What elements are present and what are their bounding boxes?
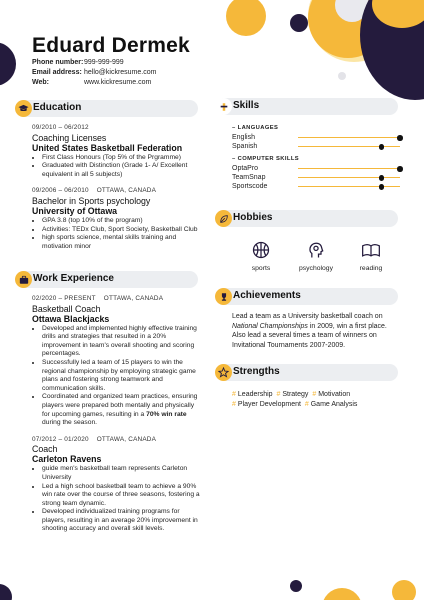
phone-value: 999-999-999 xyxy=(84,59,124,66)
leaf-icon xyxy=(215,210,232,227)
graduation-cap-icon xyxy=(15,100,32,117)
deco-circle xyxy=(338,72,346,80)
work-entry xyxy=(32,436,200,534)
skill-name: OptaPro xyxy=(232,165,259,172)
entry-dates: 09/2006 – 06/2010 xyxy=(32,187,89,195)
skills-block xyxy=(232,124,400,191)
strengths-list xyxy=(232,390,400,409)
language-skill-list xyxy=(232,133,400,151)
entry-bullet-tail: during the season. xyxy=(42,419,98,427)
open-book-icon xyxy=(361,240,381,260)
skill-level-bar xyxy=(298,186,400,187)
skill-row xyxy=(232,133,400,142)
entry-bullet: • Developed individualized training programs for players, resulting in an average 20% improvement in shooting accuracy and overall skill levels. xyxy=(42,508,200,534)
education-entry xyxy=(32,187,200,251)
win-rate-highlight-suffix: win rate xyxy=(161,410,187,418)
entry-location: OTTAWA, CANADA xyxy=(96,187,157,195)
hobby-reading xyxy=(356,240,386,272)
education-entry xyxy=(32,124,200,179)
skills-category: – LANGUAGES xyxy=(232,125,279,131)
entry-dates: 02/2020 – PRESENT xyxy=(32,295,96,302)
skill-name: TeamSnap xyxy=(232,174,266,181)
contact-block xyxy=(32,58,156,88)
work-entry xyxy=(32,295,200,428)
achievement-italic: National Championships xyxy=(232,322,308,330)
achievements-title: Achievements xyxy=(233,290,301,301)
basketball-icon xyxy=(251,240,271,260)
entry-title: Coaching Licenses xyxy=(32,132,107,143)
entry-bullet: • Graduated with Distinction (Grade 1- A/ Excellent equivalent in all 5 subjects) xyxy=(42,162,200,179)
deco-circle xyxy=(290,14,308,32)
strengths-title: Strengths xyxy=(233,366,280,377)
skill-name: Spanish xyxy=(232,143,258,150)
skills-title: Skills xyxy=(233,100,260,111)
deco-circle xyxy=(290,580,302,592)
deco-circle xyxy=(0,42,16,86)
entry-dates: 09/2010 – 06/2012 xyxy=(32,124,89,131)
education-title: Education xyxy=(33,102,82,113)
skill-level-marker xyxy=(397,166,403,172)
skill-level-bar xyxy=(298,177,400,178)
entry-bullet: • guide men's basketball team represents Carleton University xyxy=(42,465,200,482)
hobbies-title: Hobbies xyxy=(233,212,273,223)
entry-organization: Carleton Ravens xyxy=(32,454,102,465)
entry-organization: University of Ottawa xyxy=(32,205,118,216)
briefcase-icon xyxy=(15,271,32,288)
email-label: Email address: xyxy=(32,69,82,76)
deco-circle xyxy=(322,588,362,600)
deco-circle xyxy=(226,0,266,36)
entry-title: Bachelor in Sports psychology xyxy=(32,195,151,206)
skill-row xyxy=(232,173,400,182)
education-list xyxy=(32,124,200,251)
skill-name: English xyxy=(232,134,255,141)
achievements-header xyxy=(216,288,398,305)
entry-location: OTTAWA, CANADA xyxy=(103,295,164,302)
web-value[interactable]: www.kickresume.com xyxy=(84,79,152,86)
entry-bullet: • Developed and implemented highly effective training drills and strategies that resulted in a 20% improvement in team's overall shooting and scoring percentages. xyxy=(42,325,200,359)
work-experience-header xyxy=(16,271,198,288)
entry-bullet: • First Class Honours (Top 5% of the Prgramme) xyxy=(42,154,200,163)
entry-title: Basketball Coach xyxy=(32,303,101,314)
strength-tag: # Player Development xyxy=(232,400,301,408)
entry-bullet: • Coordinated and organized team practices, ensuring players were prepared both mentally and physically for upcoming games, resulting in a 70% win rate during the season. xyxy=(42,393,200,427)
work-list xyxy=(32,295,200,534)
brain-head-icon xyxy=(306,240,326,260)
skill-row xyxy=(232,142,400,151)
strengths-header xyxy=(216,364,398,381)
trophy-icon xyxy=(215,288,232,305)
web-label: Web: xyxy=(32,79,49,86)
skill-level-bar xyxy=(298,146,400,147)
skills-category: – COMPUTER SKILLS xyxy=(232,156,300,162)
skill-level-marker xyxy=(379,184,385,190)
skill-level-bar xyxy=(298,168,400,169)
strength-tag: # Motivation xyxy=(312,391,351,398)
hobbies-header xyxy=(216,210,398,227)
skill-row xyxy=(232,164,400,173)
skills-icon xyxy=(215,98,232,115)
deco-circle xyxy=(0,584,12,600)
computer-skill-list xyxy=(232,164,400,191)
hobby-sports xyxy=(246,240,276,272)
deco-circle xyxy=(392,580,416,600)
entry-dates: 07/2012 – 01/2020 xyxy=(32,435,89,443)
entry-location: OTTAWA, CANADA xyxy=(96,435,157,443)
skill-row xyxy=(232,182,400,191)
phone-label: Phone number: xyxy=(32,59,84,66)
win-rate-highlight: 70% xyxy=(146,410,160,418)
entry-organization: Ottawa Blackjacks xyxy=(32,313,110,324)
skills-header xyxy=(216,98,398,115)
strength-tag: # Strategy xyxy=(276,391,309,398)
work-experience-title: Work Experience xyxy=(33,273,114,284)
star-icon xyxy=(215,364,232,381)
skill-level-marker xyxy=(397,135,403,141)
email-value[interactable]: hello@kickresume.com xyxy=(84,69,157,76)
entry-bullet: • high sports science, mental skills training and motivation minor xyxy=(42,234,200,251)
hobby-label: sports xyxy=(251,265,271,272)
skill-name: Sportscode xyxy=(232,183,268,190)
strength-tag: # Leadership xyxy=(232,391,273,398)
hobby-label: reading xyxy=(359,265,383,272)
entry-bullet: • Activities: TEDx Club, Sport Society, Basketball Club xyxy=(42,226,200,235)
strength-tag: # Game Analysis xyxy=(304,400,358,408)
entry-bullet: • Led a high school basketball team to achieve a 90% win rate over the course of three seasons, fostering a strong team dynamic. xyxy=(42,483,200,509)
skill-level-bar xyxy=(298,137,400,138)
entry-organization: United States Basketball Federation xyxy=(32,142,183,153)
hobby-psychology xyxy=(296,240,336,272)
entry-title: Coach xyxy=(32,444,58,455)
entry-bullet: • Successfully led a team of 15 players to win the regional championship by employing strategic game plans and fostering strong teamwork and communication skills. xyxy=(42,359,200,393)
achievements-text: Lead a team as a University basketball coach on National Championships in 2009, win a first place. Also lead a several times a team of winners on Invitational Tournaments 2007-2009. xyxy=(232,313,387,349)
entry-bullet: • GPA 3.8 (top 10% of the program) xyxy=(42,217,200,226)
hobby-label: psychology xyxy=(298,265,333,272)
skill-level-marker xyxy=(379,175,385,181)
candidate-name: Eduard Dermek xyxy=(32,34,190,57)
education-header xyxy=(16,100,198,117)
skill-level-marker xyxy=(379,144,385,150)
